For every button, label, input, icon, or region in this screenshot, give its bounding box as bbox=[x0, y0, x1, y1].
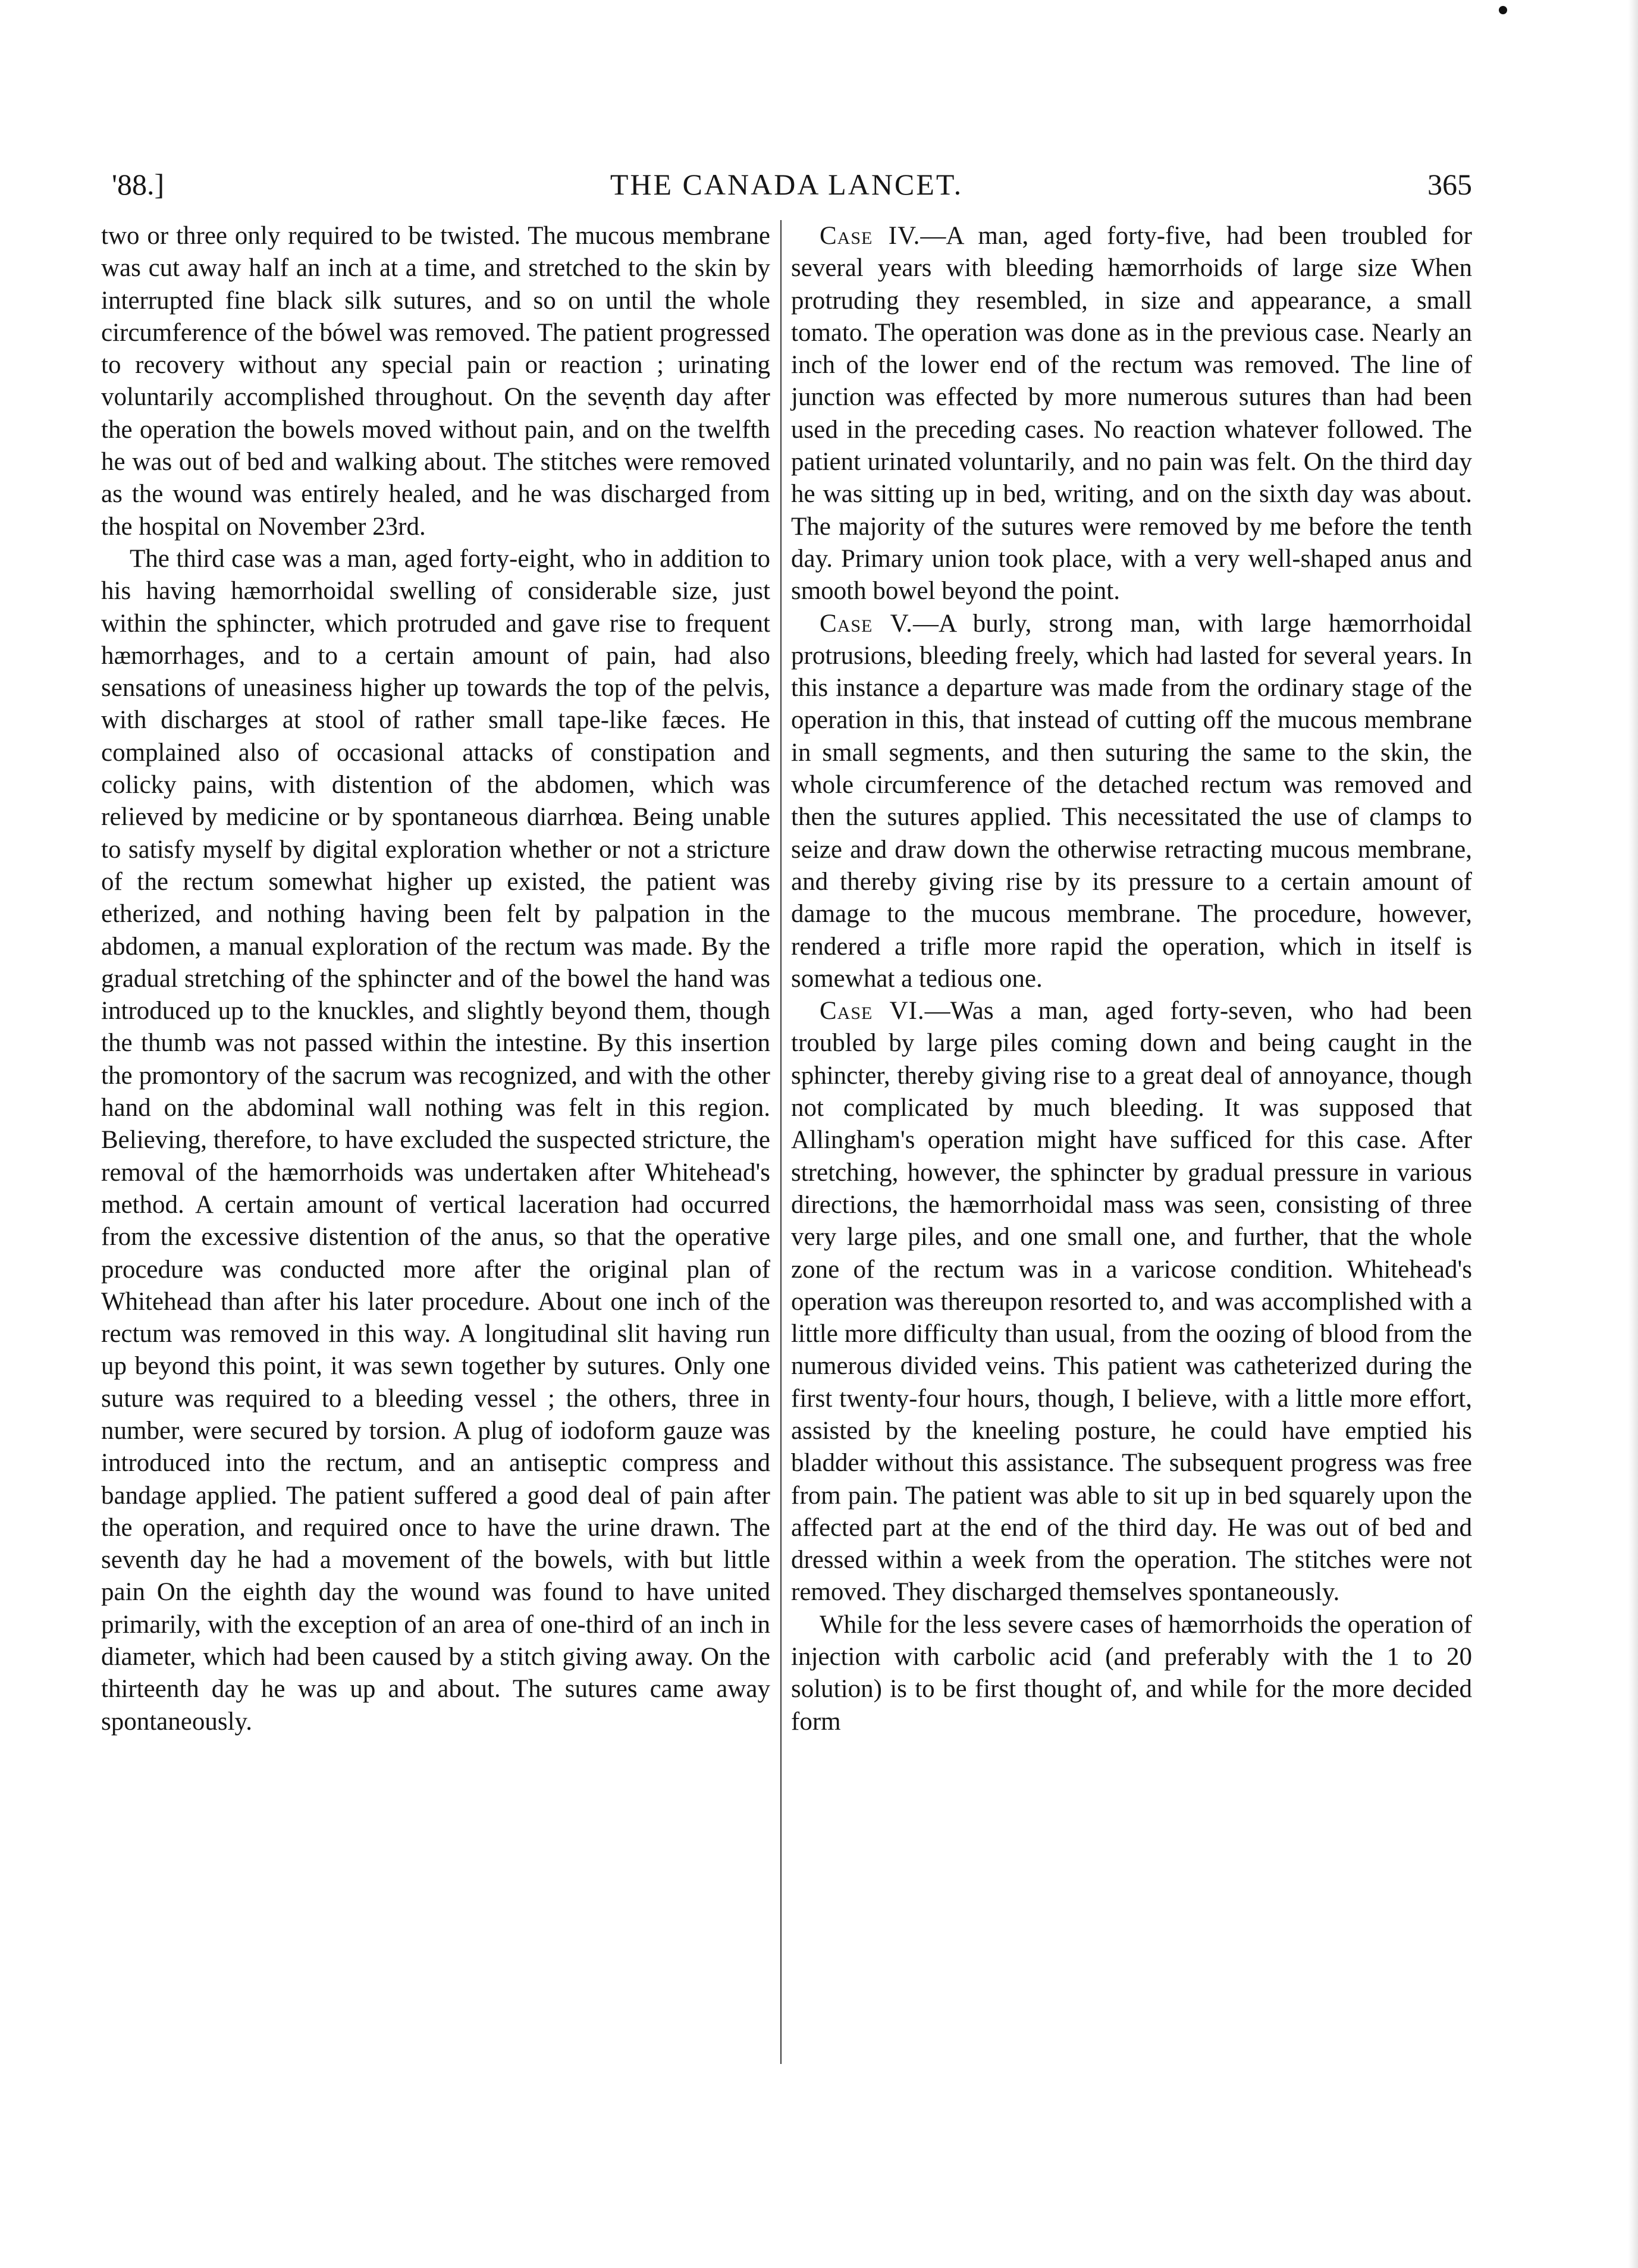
ink-speck bbox=[1499, 6, 1507, 14]
paragraph: While for the less severe cases of hæmorrhoids the operation of injection with carbolic acid (and preferably with the 1 to 20 solution) is to be first thought of, and while for the more decided form bbox=[791, 1610, 1472, 1736]
paragraph-case-iv bbox=[791, 220, 1472, 608]
left-column bbox=[101, 220, 770, 1738]
paragraph: The third case was a man, aged forty-eight, who in addition to his having hæmorrhoidal swelling of considerable size, just within the sphincter, which protruded and gave rise to frequent hæmorrhages, and to a certain amount of pain, had also sensations of uneasiness higher up towards the top of the pelvis, with discharges at stool of rather small tape-like fæces. He complained also of occasional attacks of constipation and colicky pains, with distention of the abdomen, which was relieved by medicine or by spontaneous diarrhœa. Being unable to satisfy myself by digital exploration whether or not a stricture of the rectum somewhat higher up existed, the patient was etherized, and nothing having been felt by palpation in the abdomen, a manual exploration of the rectum was made. By the gradual stretching of the sphincter and of the bowel the hand was introduced up to the knuckles, and slightly beyond them, though the thumb was not passed within the intestine. By this insertion the promontory of the sacrum was recognized, and with the other hand on the abdominal wall nothing was felt in this region. Believing, therefore, to have excluded the suspected stricture, the removal of the hæmorrhoids was undertaken after Whitehead's method. A certain amount of vertical laceration had occurred from the excessive distention of the anus, so that the operative procedure was conducted more after the original plan of Whitehead than after his later procedure. About one inch of the rectum was removed in this way. A longitudinal slit having run up beyond this point, it was sewn together by sutures. Only one suture was required to a bleeding vessel ; the others, three in number, were secured by torsion. A plug of iodoform gauze was introduced into the rectum, and an antiseptic compress and bandage applied. The patient suffered a good deal of pain after the operation, and required once to have the urine drawn. The seventh day he had a movement of the bowels, with but little pain On the eighth day the wound was found to have united primarily, with the exception of an area of one-third of an inch in diameter, which had been caused by a stitch giving away. On the thirteenth day he was up and about. The sutures came away spontaneously. bbox=[101, 544, 770, 1736]
paragraph-text: —Was a man, aged forty-seven, who had been troubled by large piles coming down and being caught in the sphincter, thereby giving rise to a great deal of annoyance, though not complicated by much bleeding. It was supposed that Allingham's operation might have sufficed for this case. After stretching, however, the sphincter by gradual pressure in various directions, the hæmorrhoidal mass was seen, consisting of three very large piles, and one small one, and further, that the whole zone of the rectum was in a varicose condition. Whitehead's operation was thereupon resorted to, and was accomplished with a little more difficulty than usual, from the oozing of blood from the numerous divided veins. This patient was catheterized during the first twenty-four hours, though, I believe, with a little more effort, assisted by the kneeling posture, he could have emptied his bladder without this assistance. The subsequent progress was free from pain. The patient was able to sit up in bed squarely upon the affected part at the end of the third day. He was out of bed and dressed within a week from the operation. The stitches were not removed. They discharged themselves spontaneously. bbox=[791, 997, 1473, 1607]
page-edge-shadow bbox=[1628, 0, 1638, 2268]
page-number: 365 bbox=[1427, 168, 1472, 201]
column-divider bbox=[780, 220, 782, 2064]
running-header bbox=[101, 164, 1472, 205]
paragraph-text: —A man, aged forty-five, had been troubled for several years with bleeding hæmorrhoids of large size When protruding they resembled, in size and appearance, a small tomato. The operation was done as in the previous case. Nearly an inch of the lower end of the rectum was removed. The line of junction was effected by more numerous sutures than had been used in the preceding cases. No reaction whatever followed. The patient urinated voluntarily, and no pain was felt. On the third day he was sitting up in bed, writing, and on the sixth day was about. The majority of the sutures were removed by me before the tenth day. Primary union took place, with a very well-shaped anus and smooth bowel beyond the point. bbox=[791, 222, 1472, 606]
header-year: '88.] bbox=[112, 168, 165, 201]
case-heading: Case VI. bbox=[820, 997, 925, 1025]
paragraph-case-v bbox=[791, 608, 1472, 996]
paragraph-text: —A burly, strong man, with large hæmorrhoidal protrusions, bleeding freely, which had lasted for several years. In this instance a departure was made from the ordinary stage of the operation in this, that instead of cutting off the mucous membrane in small segments, and then suturing the same to the skin, the whole circumference of the detached rectum was removed and then the sutures applied. This necessitated the use of clamps to seize and draw down the otherwise retracting mucous membrane, and thereby giving rise by its pressure to a certain amount of damage to the mucous membrane. The procedure, however, rendered a trifle more rapid the operation, which in itself is somewhat a tedious one. bbox=[791, 609, 1472, 993]
right-column bbox=[791, 220, 1472, 1738]
paragraph-case-vi bbox=[791, 995, 1472, 1609]
case-heading: Case V. bbox=[820, 609, 913, 638]
paragraph: two or three only required to be twisted. The mucous membrane was cut away half an inch at a time, and stretched to the skin by interrupted fine black silk sutures, and so on until the whole circumference of the bówel was removed. The patient progressed to recovery without any special pain or reaction ; urinating voluntarily accomplished throughout. On the sevẹnth day after the operation the bowels moved without pain, and on the twelfth he was out of bed and walking about. The stitches were removed as the wound was entirely healed, and he was discharged from the hospital on November 23rd. bbox=[101, 222, 770, 541]
journal-title: THE CANADA LANCET. bbox=[610, 168, 964, 201]
case-heading: Case IV. bbox=[820, 222, 921, 250]
